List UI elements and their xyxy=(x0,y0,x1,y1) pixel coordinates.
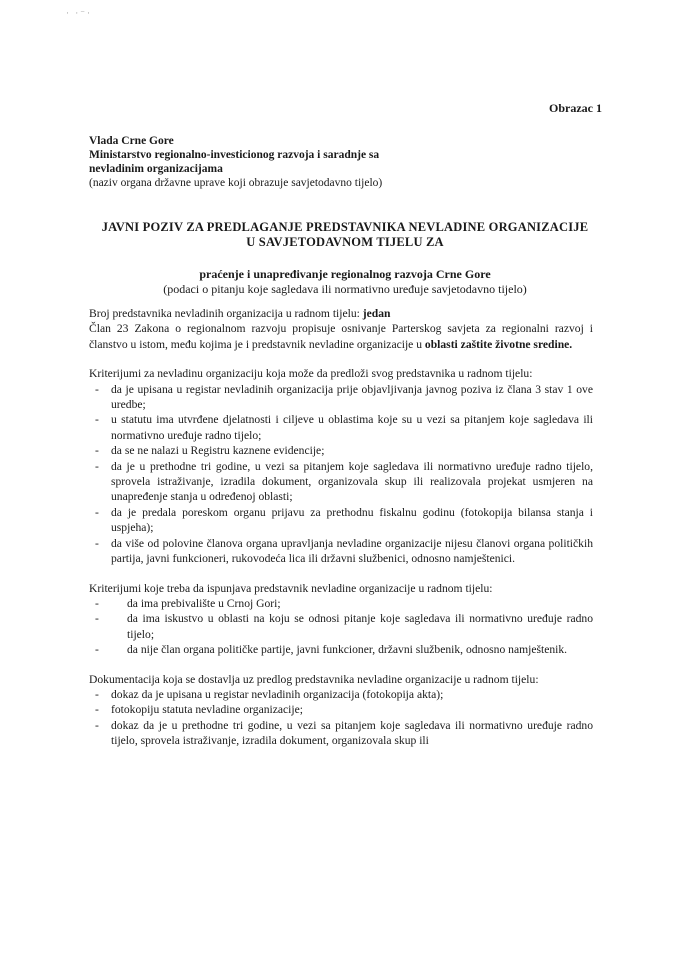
list-item: - fotokopiju statuta nevladine organizacije; xyxy=(89,702,593,717)
document-body xyxy=(89,306,593,749)
documents-title: Dokumentacija koja se dostavlja uz predlog predstavnika nevladine organizacije u radnom tijelu: xyxy=(89,672,539,686)
list-item: - u statutu ima utvrđene djelatnosti i ciljeve u oblastima koje su u vezi sa pitanjem koje sagledava ili normativno uređuje radno tijelo; xyxy=(89,412,593,443)
list-item: - dokaz da je u prethodne tri godine, u vezi sa pitanjem koje sagledava ili normativno uređuje radno tijelo, sprovela istraživanje, izradila dokument, organizovala skup ili xyxy=(89,718,593,749)
rep-criteria-list xyxy=(89,596,593,658)
documents-list xyxy=(89,687,593,749)
list-item: - da nije član organa političke partije, javni funkcioner, državni službenik, odnosno namještenik. xyxy=(89,642,593,657)
heading-line-1: JAVNI POZIV ZA PREDLAGANJE PREDSTAVNIKA NEVLADINE ORGANIZACIJE xyxy=(101,220,589,234)
list-item: - dokaz da je upisana u registar nevladinih organizacija (fotokopija akta); xyxy=(89,687,593,702)
government-name: Vlada Crne Gore xyxy=(89,135,174,147)
count-value: jedan xyxy=(362,307,391,320)
subject-block xyxy=(60,267,630,297)
document-heading xyxy=(60,220,630,250)
subject-title: praćenje i unapređivanje regionalnog razvoja Crne Gore xyxy=(199,267,491,281)
list-item: - da je u prethodne tri godine, u vezi sa pitanjem koje sagledava ili normativno uređuje radno tijelo, sprovela istraživanje, izradila dokument, organizovala skup ili realizovala projekat usmjeren na unapređenje stanja u određenoj oblasti; xyxy=(89,459,593,505)
list-item: - da je predala poreskom organu prijavu za prethodnu fiskalnu godinu (fotokopija bilansa stanja i uspjeha); xyxy=(89,505,593,536)
org-criteria-list xyxy=(89,382,593,567)
representative-count xyxy=(89,306,593,321)
subject-note: (podaci o pitanju koje sagledava ili normativno uređuje savjetodavno tijelo) xyxy=(163,282,527,296)
article-bold: oblasti zaštite životne sredine. xyxy=(424,337,573,351)
heading-line-2: U SAVJETODAVNOM TIJELU ZA xyxy=(246,235,444,249)
authority-block xyxy=(89,134,419,190)
org-criteria-title: Kriterijumi za nevladinu organizaciju koja može da predloži svog predstavnika u radnom tijelu: xyxy=(89,367,533,381)
form-label: Obrazac 1 xyxy=(549,101,602,115)
list-item: - da je upisana u registar nevladinih organizacija prije objavljivanja javnog poziva iz člana 3 stav 1 ove uredbe; xyxy=(89,382,593,413)
list-item: - da se ne nalazi u Registru kaznene evidencije; xyxy=(89,443,593,458)
authority-note: (naziv organa državne uprave koji obrazuje savjetodavno tijelo) xyxy=(89,177,383,189)
rep-criteria-title: Kriterijumi koje treba da ispunjava predstavnik nevladine organizacije u radnom tijelu: xyxy=(89,581,493,595)
list-item: - da ima prebivalište u Crnoj Gori; xyxy=(89,596,593,611)
ministry-name: Ministarstvo regionalno-investicionog razvoja i saradnje sa nevladinim organizacijama xyxy=(89,149,380,175)
article-paragraph xyxy=(89,321,593,352)
article-text: Član 23 Zakona o regionalnom razvoju propisuje osnivanje Parterskog savjeta za regionalni razvoj i članstvo u istom, među kojima je i predstavnik nevladine organizacije u xyxy=(89,322,593,351)
list-item: - da ima iskustvo u oblasti na koju se odnosi pitanje koje sagledava ili normativno uređuje radno tijelo; xyxy=(89,611,593,642)
scan-artifact: · ·⁻· xyxy=(66,8,92,18)
list-item: - da više od polovine članova organa upravljanja nevladine organizacije nijesu članovi organa političkih partija, javni funkcioneri, rukovodeća lica ili državni službenici, odnosno namještenici. xyxy=(89,536,593,567)
count-label: Broj predstavnika nevladinih organizacija u radnom tijelu: xyxy=(89,307,363,320)
